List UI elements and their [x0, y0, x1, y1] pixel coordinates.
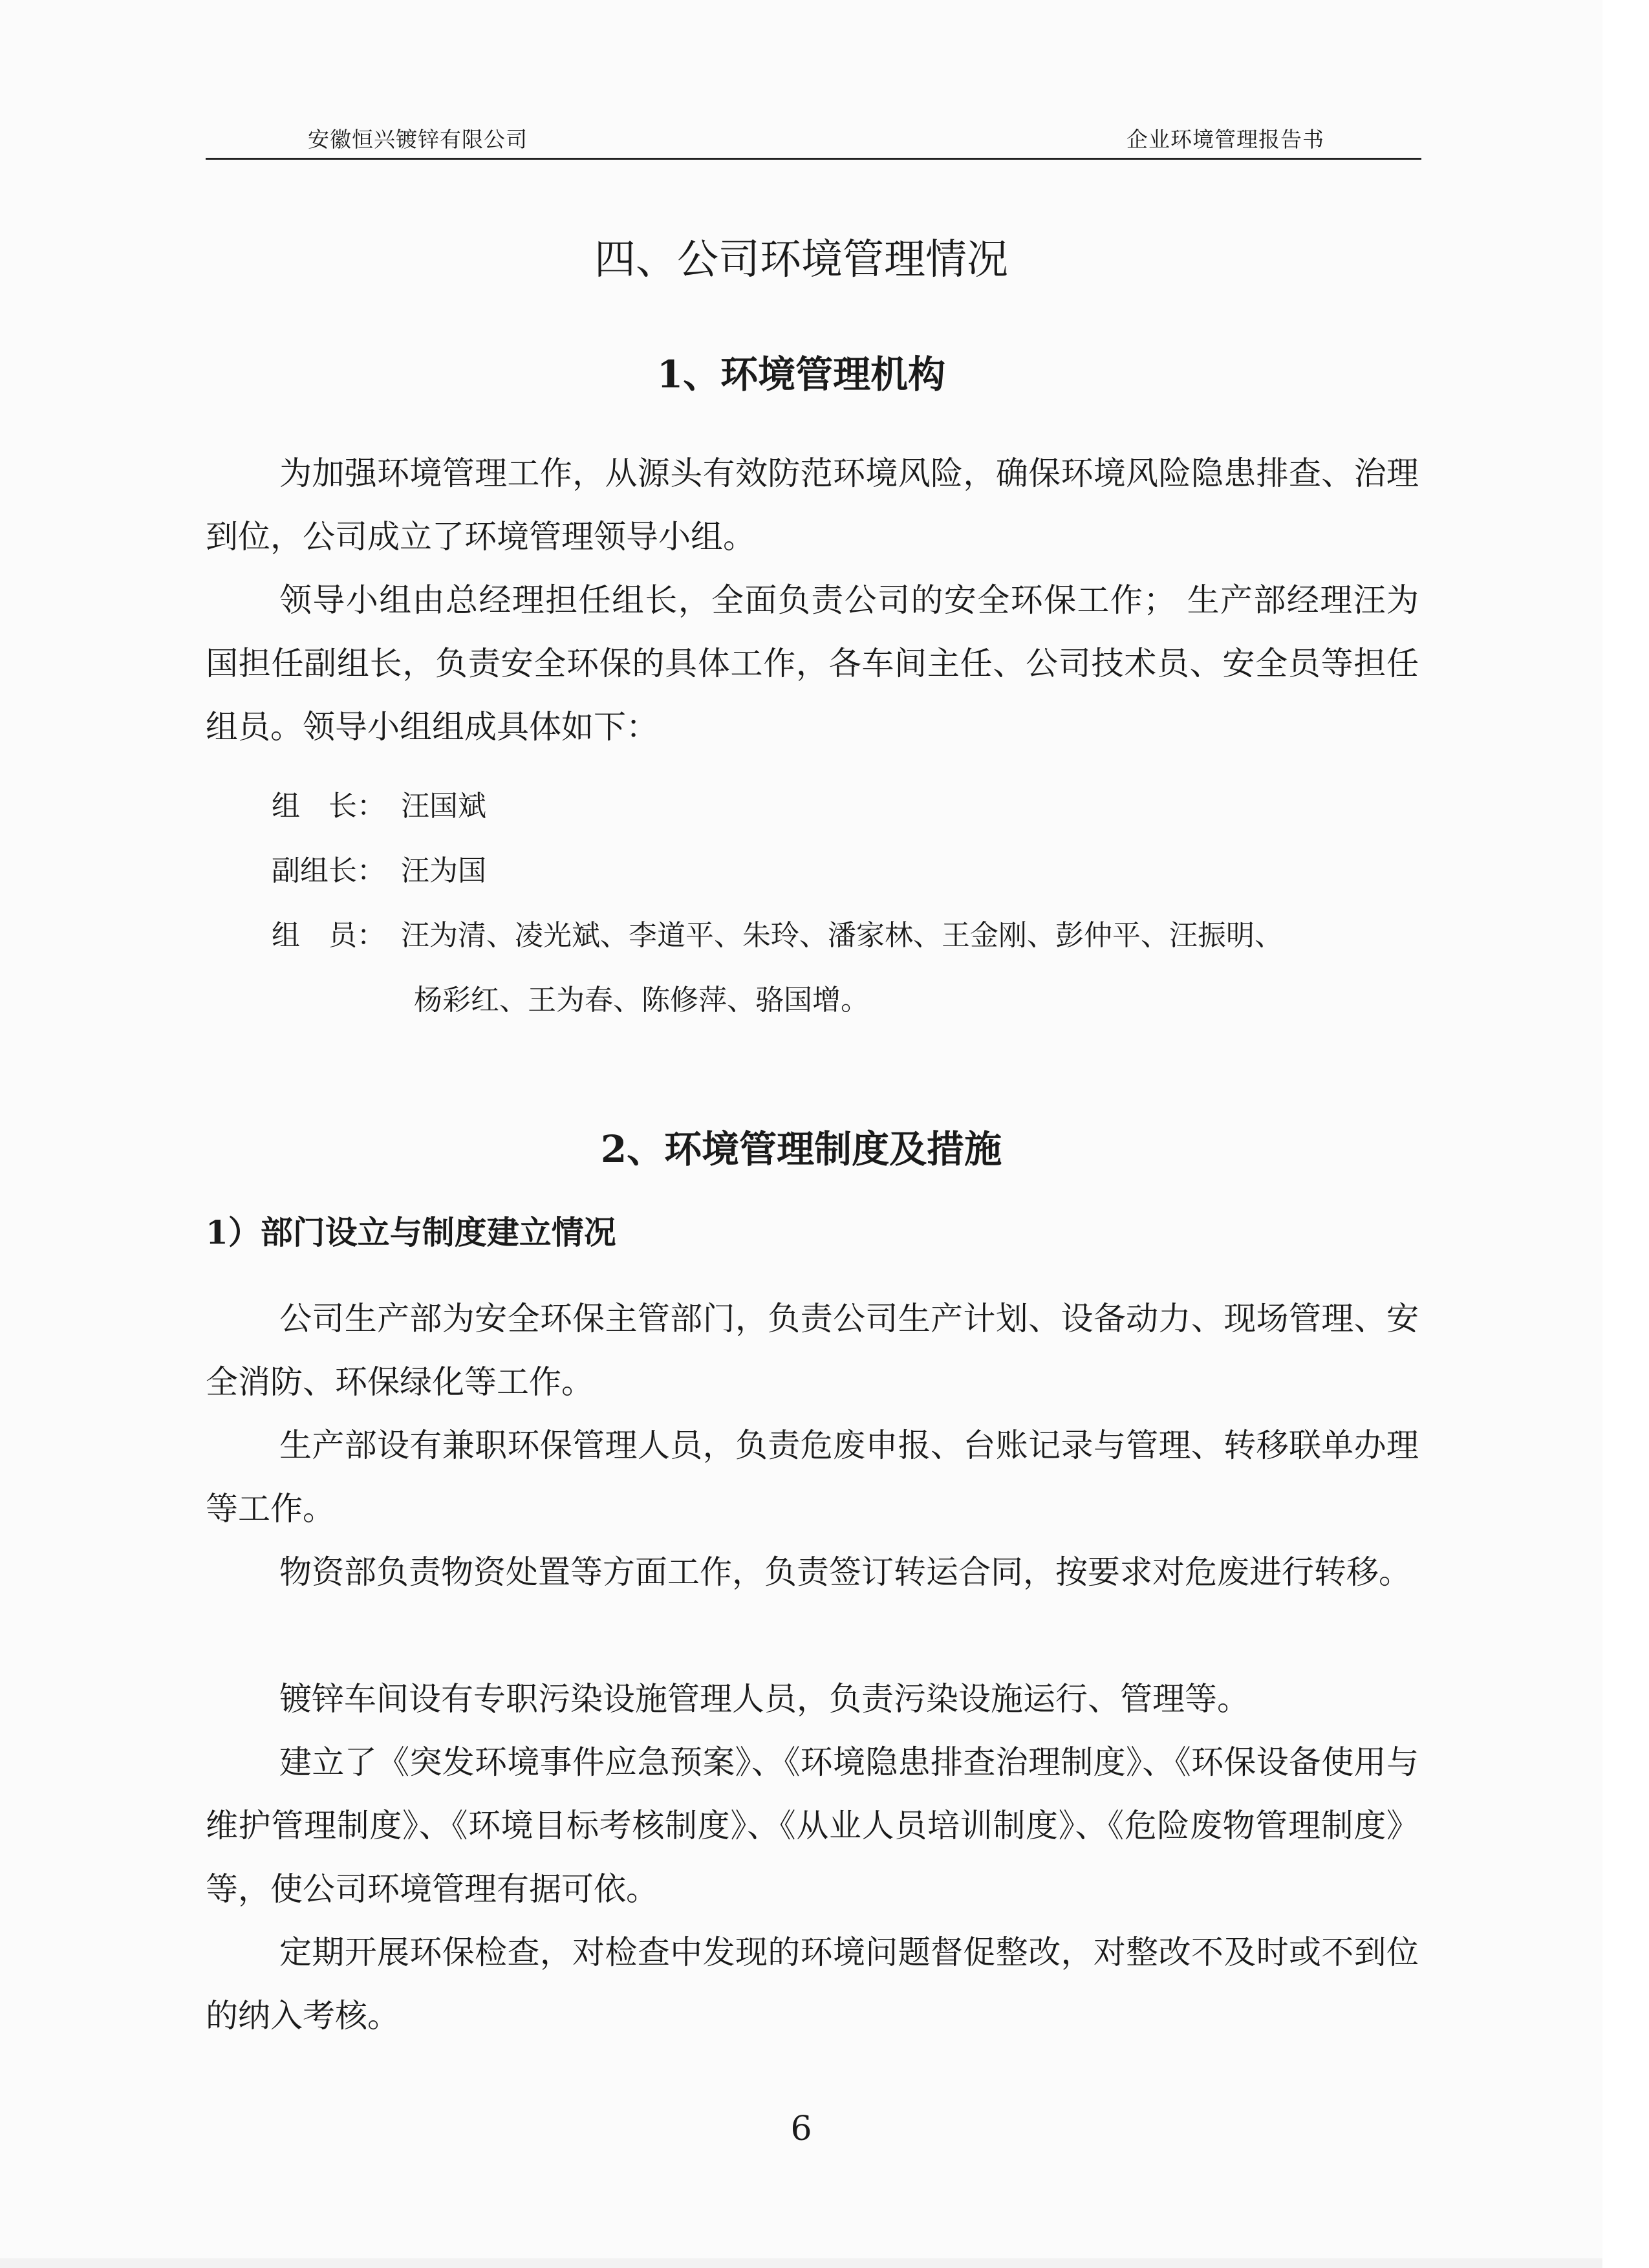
- paragraph: 物资部负责物资处置等方面工作，负责签订转运合同，按要求对危废进行转移。: [279, 1553, 1411, 1591]
- header-report-title: 企业环境管理报告书: [1126, 127, 1324, 152]
- paragraph: 镀锌车间设有专职污染设施管理人员，负责污染设施运行、管理等。: [279, 1680, 1249, 1718]
- member-row-deputy: [272, 847, 486, 889]
- scan-margin: [0, 2258, 1602, 2268]
- chapter-title: 四、公司环境管理情况: [594, 236, 1008, 284]
- paragraph: 为加强环境管理工作，从源头有效防范环境风险，确保环境风险隐患排查、治理到位，公司成立了环境管理领导小组。: [206, 455, 1419, 556]
- section-title-1: 1、环境管理机构: [656, 352, 946, 396]
- member-names: 汪为清、凌光斌、李道平、朱玲、潘家林、王金刚、彭仲平、汪振明、: [401, 919, 1283, 952]
- scan-margin: [1602, 0, 1649, 2268]
- paragraph: 公司生产部为安全环保主管部门，负责公司生产计划、设备动力、现场管理、安全消防、环保绿化等工作。: [206, 1300, 1419, 1401]
- member-names: 汪为国: [401, 854, 486, 887]
- paragraph: 定期开展环保检查，对检查中发现的环境问题督促整改，对整改不及时或不到位的纳入考核。: [206, 1934, 1419, 2035]
- page-number: 6: [790, 2110, 812, 2148]
- member-names: 汪国斌: [401, 790, 486, 823]
- page-header: [206, 116, 1421, 160]
- member-role: 副组长：: [272, 854, 385, 887]
- member-role: 组 长：: [272, 790, 385, 823]
- paragraph: 领导小组由总经理担任组长，全面负责公司的安全环保工作； 生产部经理汪为国担任副组长，负责安全环保的具体工作，各车间主任、公司技术员、安全员等担任组员。领导小组组成具体如下：: [206, 581, 1419, 746]
- member-row-leader: [272, 783, 486, 824]
- member-row-members-continued: [414, 977, 869, 1018]
- header-company-name: 安徽恒兴镀锌有限公司: [308, 127, 528, 152]
- member-role: 组 员：: [272, 919, 385, 952]
- member-row-members: [272, 912, 1283, 953]
- paragraph: 建立了《突发环境事件应急预案》、《环境隐患排查治理制度》、《环保设备使用与维护管理制度》、《环境目标考核制度》、《从业人员培训制度》、《危险废物管理制度》等，使公司环境管理有据可依。: [206, 1744, 1419, 1908]
- member-names: 杨彩红、王为春、陈修萍、骆国增。: [414, 984, 869, 1017]
- paragraph: 生产部设有兼职环保管理人员，负责危废申报、台账记录与管理、转移联单办理等工作。: [206, 1427, 1419, 1528]
- section-title-2: 2、环境管理制度及措施: [600, 1127, 1002, 1171]
- subsection-title: 1）部门设立与制度建立情况: [206, 1213, 616, 1251]
